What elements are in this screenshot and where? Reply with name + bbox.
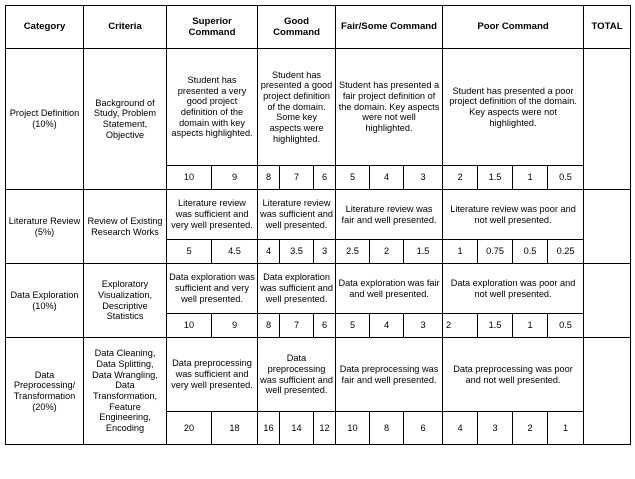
score-cell: 14 bbox=[280, 412, 314, 445]
score-cell: 0.5 bbox=[513, 240, 548, 264]
score-cell: 0.75 bbox=[478, 240, 513, 264]
table-row bbox=[6, 338, 631, 412]
score-cell: 8 bbox=[258, 314, 280, 338]
header-total: TOTAL bbox=[584, 6, 631, 49]
score-cell: 1 bbox=[443, 240, 478, 264]
score-cell: 5 bbox=[167, 240, 212, 264]
score-cell: 18 bbox=[212, 412, 258, 445]
table-row bbox=[6, 190, 631, 240]
score-cell: 8 bbox=[258, 166, 280, 190]
poor-description: Data preprocessing was poor and not well presented. bbox=[443, 338, 584, 412]
score-cell: 4 bbox=[443, 412, 478, 445]
rubric-table bbox=[5, 5, 631, 445]
poor-description: Data exploration was poor and not well presented. bbox=[443, 264, 584, 314]
score-cell: 1.5 bbox=[404, 240, 443, 264]
score-cell: 3 bbox=[404, 166, 443, 190]
score-cell: 1 bbox=[513, 166, 548, 190]
header-row bbox=[6, 6, 631, 49]
score-cell: 10 bbox=[167, 166, 212, 190]
category-cell: Data Preprocessing/ Transformation (20%) bbox=[6, 338, 84, 445]
fair-description: Student has presented a fair project definition of the domain. Key aspects were not well highlighted. bbox=[336, 49, 443, 166]
score-cell: 2 bbox=[513, 412, 548, 445]
score-cell: 6 bbox=[404, 412, 443, 445]
score-cell: 3 bbox=[314, 240, 336, 264]
good-description: Data preprocessing was sufficient and well presented. bbox=[258, 338, 336, 412]
fair-description: Literature review was fair and well presented. bbox=[336, 190, 443, 240]
table-row bbox=[6, 264, 631, 314]
category-cell: Literature Review (5%) bbox=[6, 190, 84, 264]
score-cell: 2 bbox=[443, 166, 478, 190]
poor-description: Student has presented a poor project definition of the domain. Key aspects were not highlighted. bbox=[443, 49, 584, 166]
score-cell: 1 bbox=[513, 314, 548, 338]
score-cell: 9 bbox=[212, 314, 258, 338]
score-cell: 5 bbox=[336, 166, 370, 190]
total-cell bbox=[584, 49, 631, 190]
category-cell: Project Definition (10%) bbox=[6, 49, 84, 190]
total-cell bbox=[584, 264, 631, 338]
good-description: Literature review was sufficient and well presented. bbox=[258, 190, 336, 240]
header-category: Category bbox=[6, 6, 84, 49]
score-cell: 16 bbox=[258, 412, 280, 445]
score-cell: 10 bbox=[167, 314, 212, 338]
poor-description: Literature review was poor and not well presented. bbox=[443, 190, 584, 240]
header-fair: Fair/Some Command bbox=[336, 6, 443, 49]
header-poor: Poor Command bbox=[443, 6, 584, 49]
score-cell: 1.5 bbox=[478, 166, 513, 190]
score-cell: 4 bbox=[258, 240, 280, 264]
score-cell: 4 bbox=[370, 166, 404, 190]
category-cell: Data Exploration (10%) bbox=[6, 264, 84, 338]
good-description: Student has presented a good project definition of the domain. Some key aspects were highlighted. bbox=[258, 49, 336, 166]
score-cell: 6 bbox=[314, 314, 336, 338]
superior-description: Data preprocessing was sufficient and very well presented. bbox=[167, 338, 258, 412]
header-superior: Superior Command bbox=[167, 6, 258, 49]
table-row bbox=[6, 49, 631, 166]
score-cell: 4 bbox=[370, 314, 404, 338]
score-cell: 2.5 bbox=[336, 240, 370, 264]
superior-description: Literature review was sufficient and very well presented. bbox=[167, 190, 258, 240]
fair-description: Data preprocessing was fair and well presented. bbox=[336, 338, 443, 412]
rubric-page bbox=[5, 5, 630, 476]
fair-description: Data exploration was fair and well presented. bbox=[336, 264, 443, 314]
score-cell: 9 bbox=[212, 166, 258, 190]
criteria-cell: Data Cleaning, Data Splitting, Data Wrangling, Data Transformation, Feature Engineering, Encoding bbox=[84, 338, 167, 445]
criteria-cell: Exploratory Visualization, Descriptive Statistics bbox=[84, 264, 167, 338]
good-description: Data exploration was sufficient and well presented. bbox=[258, 264, 336, 314]
score-cell: 3 bbox=[404, 314, 443, 338]
score-cell: 1 bbox=[548, 412, 584, 445]
total-cell bbox=[584, 190, 631, 264]
header-criteria: Criteria bbox=[84, 6, 167, 49]
criteria-cell: Review of Existing Research Works bbox=[84, 190, 167, 264]
score-cell: 2 bbox=[443, 314, 478, 338]
score-cell: 2 bbox=[370, 240, 404, 264]
score-cell: 3.5 bbox=[280, 240, 314, 264]
score-cell: 7 bbox=[280, 314, 314, 338]
header-good: Good Command bbox=[258, 6, 336, 49]
score-cell: 0.25 bbox=[548, 240, 584, 264]
score-cell: 20 bbox=[167, 412, 212, 445]
score-cell: 10 bbox=[336, 412, 370, 445]
superior-description: Data exploration was sufficient and very well presented. bbox=[167, 264, 258, 314]
superior-description: Student has presented a very good project definition of the domain with key aspects highlighted. bbox=[167, 49, 258, 166]
score-cell: 1.5 bbox=[478, 314, 513, 338]
score-cell: 5 bbox=[336, 314, 370, 338]
score-cell: 6 bbox=[314, 166, 336, 190]
score-cell: 4.5 bbox=[212, 240, 258, 264]
score-cell: 8 bbox=[370, 412, 404, 445]
score-cell: 3 bbox=[478, 412, 513, 445]
total-cell bbox=[584, 338, 631, 445]
score-cell: 7 bbox=[280, 166, 314, 190]
criteria-cell: Background of Study, Problem Statement, Objective bbox=[84, 49, 167, 190]
score-cell: 0.5 bbox=[548, 314, 584, 338]
score-cell: 0.5 bbox=[548, 166, 584, 190]
score-cell: 12 bbox=[314, 412, 336, 445]
